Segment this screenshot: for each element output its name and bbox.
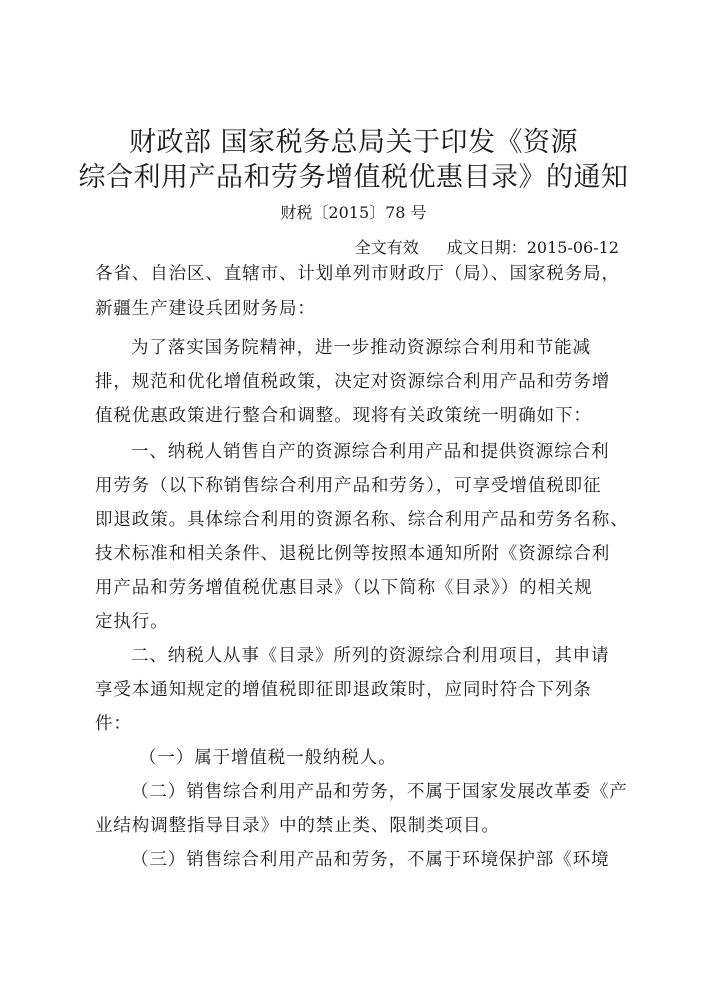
document-title-line-2: 综合利用产品和劳务增值税优惠目录》的通知 <box>78 162 629 193</box>
body-line: 业结构调整指导目录》中的禁止类、限制类项目。 <box>95 816 500 836</box>
body-line: （一）属于增值税一般纳税人。 <box>139 748 397 768</box>
issue-date: 成文日期：2015-06-12 <box>446 238 619 257</box>
body-line: 即退政策。具体综合利用的资源名称、综合利用产品和劳务名称、 <box>95 510 629 530</box>
body-line: 一、纳税人销售自产的资源综合利用产品和提供资源综合利 <box>131 442 610 462</box>
document-number: 财税〔2015〕78 号 <box>280 203 427 222</box>
body-line: 享受本通知规定的增值税即征即退政策时，应同时符合下列条 <box>95 680 592 700</box>
body-line: 技术标准和相关条件、退税比例等按照本通知所附《资源综合利 <box>95 544 611 564</box>
document-title-line-1: 财政部 国家税务总局关于印发《资源 <box>128 127 579 158</box>
body-line: 用产品和劳务增值税优惠目录》（以下简称《目录》）的相关规 <box>95 578 593 598</box>
document-meta <box>355 236 619 260</box>
body-line: 值税优惠政策进行整合和调整。现将有关政策统一明确如下： <box>95 406 592 426</box>
addressee-line-1: 各省、自治区、直辖市、计划单列市财政厅（局）、国家税务局， <box>95 264 620 284</box>
addressee-line-2: 新疆生产建设兵团财务局： <box>95 299 316 319</box>
validity-status: 全文有效 <box>354 238 419 257</box>
body-line: （二）销售综合利用产品和劳务，不属于国家发展改革委《产 <box>131 782 628 802</box>
body-line: 件： <box>95 714 132 734</box>
body-line: 用劳务（以下称销售综合利用产品和劳务），可享受增值税即征 <box>95 476 602 496</box>
body-line: 定执行。 <box>95 612 169 632</box>
body-line: 为了落实国务院精神，进一步推动资源综合利用和节能减 <box>131 338 591 358</box>
body-line: 二、纳税人从事《目录》所列的资源综合利用项目，其申请 <box>131 646 610 666</box>
body-line: （三）销售综合利用产品和劳务，不属于环境保护部《环境 <box>131 850 610 870</box>
body-line: 排，规范和优化增值税政策，决定对资源综合利用产品和劳务增 <box>95 372 611 392</box>
